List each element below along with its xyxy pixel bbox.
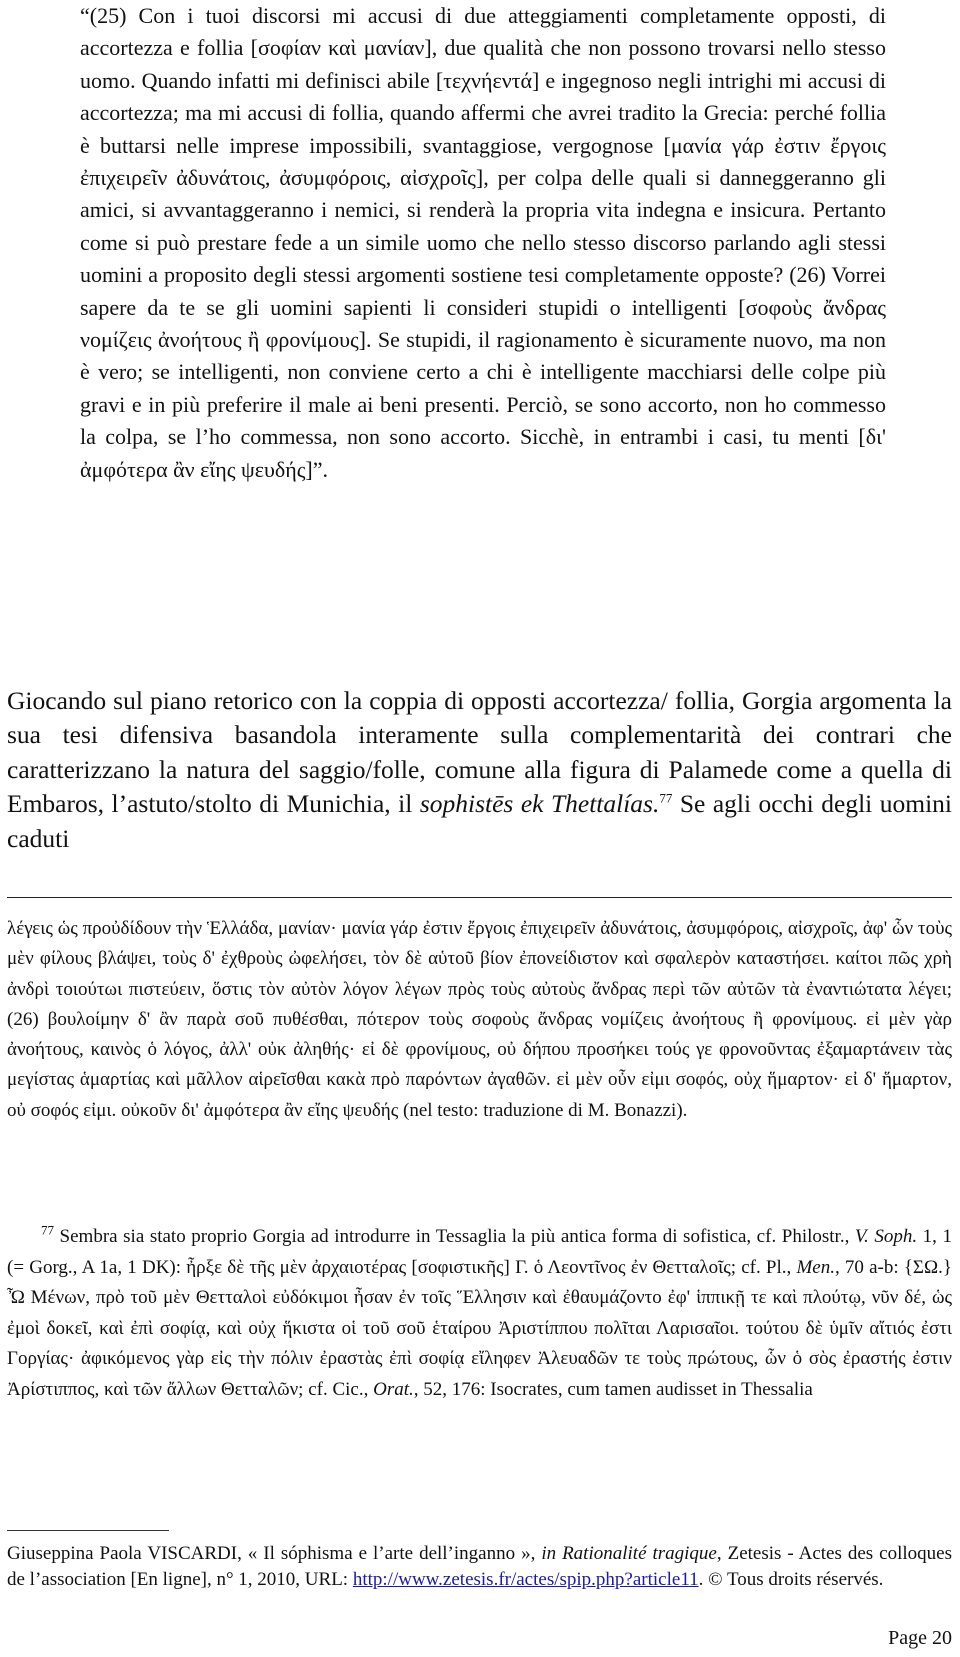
- body-text-a: Giocando sul piano retorico con la coppia di opposti accortezza/ follia, Gorgia argomenta la sua tesi difensiva basandola interamente sulla complementarità dei contrari che caratterizzano la natura del saggio/folle, comune alla figura di Palamede come a quella di Embaros, l’astuto/stolto di Munichia, il: [7, 686, 952, 819]
- footnote-77-italic-1: V. Soph.: [854, 1226, 918, 1247]
- footnote-77-text-1: Sembra sia stato proprio Gorgia ad introdurre in Tessaglia la più antica forma di sofistica, cf. Philostr.,: [54, 1226, 855, 1247]
- footer-text-1: Giuseppina Paola VISCARDI, « Il sóphisma e l’arte dell’inganno »,: [7, 1543, 542, 1564]
- footnote-77-text-3: , 70 a-b: {ΣΩ.} Ὦ Μένων, πρὸ τοῦ μὲν Θετταλοὶ εὐδόκιμοι ἦσαν ἐν τοῖς Ἕλλησιν καὶ ἐθαυμάζοντο ἐφ' ἱππικῇ τε καὶ πλούτῳ, νῦν δέ, ὡς ἐμοὶ δοκεῖ, καὶ ἐπὶ σοφίᾳ, καὶ οὐχ ἥκιστα οἱ τοῦ σοῦ ἑταίρου Ἀριστίππου πολῖται Λαρισαῖοι. τούτου δὲ ὑμῖν αἴτιός ἐστι Γοργίας· ἀφικόμενος γὰρ εἰς τὴν πόλιν ἐραστὰς ἐπὶ σοφίᾳ εἴληφεν Ἀλευαδῶν τε τοὺς πρώτους, ὧν ὁ σὸς ἐραστής ἐστιν Ἀρίστιππος, καὶ τῶν ἄλλων Θετταλῶν; cf. Cic.,: [7, 1256, 952, 1400]
- footer-url-link[interactable]: http://www.zetesis.fr/actes/spip.php?article11: [352, 1568, 699, 1590]
- block-quote: [80, 0, 886, 486]
- body-italic-term: sophistēs ek Thettalías.: [419, 789, 660, 819]
- body-paragraph: [7, 684, 952, 856]
- page-number: Page 20: [888, 1627, 952, 1649]
- footnote-77-italic-2: Men.: [796, 1256, 835, 1278]
- footer-separator-rule: [7, 1530, 169, 1531]
- quote-text: “(25) Con i tuoi discorsi mi accusi di due atteggiamenti completamente opposti, di accortezza e follia [σοφίαν καὶ μανίαν], due qualità che non possono trovarsi nello stesso uomo. Quando infatti mi definisci abile [τεχνήεντά] e ingegnoso negli intrighi mi accusi di accortezza; ma mi accusi di follia, quando affermi che avrei tradito la Grecia: perché follia è buttarsi nelle imprese impossibili, svantaggiose, vergognose [μανία γάρ ἐστιν ἔργοις ἐπιχειρεῖν ἀδυνάτοις, ἀσυμφόροις, αἰσχροῖς], per colpa delle quali si danneggeranno gli amici, si avvantaggeranno i nemici, si renderà la propria vita indegna e insicura. Pertanto come si può prestare fede a un simile uomo che nello stesso discorso parlando agli stessi uomini a proposito degli stessi argomenti sostiene tesi completamente opposte? (26) Vorrei sapere da te se gli uomini sapienti li consideri stupidi o intelligenti [σοφοὺς ἄνδρας νομίζεις ἀνοήτους ἢ φρονίμους]. Se stupidi, il ragionamento è sicuramente nuovo, ma non è vero; se intelligenti, non conviene certo a chi è intelligente macchiarsi delle colpe più gravi e in più preferire il male ai beni presenti. Perciò, se sono accorto, non ho commesso la colpa, se l’ho commessa, non sono accorto. Sicchè, in entrambi i casi, tu menti [δι' ἀμφότερα ἂν εἴης ψευδής]”.: [80, 3, 886, 482]
- footnote-77-text-4: , 52, 176: Isocrates, cum tamen audisset in Thessalia: [413, 1378, 813, 1400]
- footnote-continuation: [7, 914, 952, 1126]
- footnote-77-text-2: 1, 1 (= Gorg., A 1a, 1 DK): ἦρξε δὲ τῆς μὲν ἀρχαιοτέρας [σοφιστικῆς] Γ. ὁ Λεοντῖνος ἐν Θετταλοῖς; cf. Pl.,: [7, 1226, 952, 1278]
- footnote-continuation-text: λέγεις ὡς προὐδίδουν τὴν Ἑλλάδα, μανίαν· μανία γάρ ἐστιν ἔργοις ἐπιχειρεῖν ἀδυνάτοις, ἀσυμφόροις, αἰσχροῖς, ἀφ' ὧν τοὺς μὲν φίλους βλάψει, τοὺς δ' ἐχθροὺς ὠφελήσει, τὸν δὲ αὑτοῦ βίον ἐπονείδιστον καὶ σφαλερὸν καταστήσει. καίτοι πῶς χρὴ ἀνδρὶ τοιούτωι πιστεύειν, ὅστις τὸν αὐτὸν λόγον λέγων πρὸς τοὺς αὐτοὺς ἄνδρας περὶ τῶν αὐτῶν τὰ ἐναντιώτατα λέγει; (26) βουλοίμην δ' ἂν παρὰ σοῦ πυθέσθαι, πότερον τοὺς σοφοὺς ἄνδρας νομίζεις ἀνοήτους ἢ φρονίμους. εἰ μὲν γὰρ ἀνοήτους, καινὸς ὁ λόγος, ἀλλ' οὐκ ἀληθής· εἰ δὲ φρονίμους, οὐ δήπου προσήκει τούς γε φρονοῦντας ἐξαμαρτάνειν τὰς μεγίστας ἁμαρτίας καὶ μᾶλλον αἱρεῖσθαι κακὰ πρὸ παρόντων ἀγαθῶν. εἰ μὲν οὖν εἰμι σοφός, οὐχ ἥμαρτον· εἰ δ' ἥμαρτον, οὐ σοφός εἰμι. οὐκοῦν δι' ἀμφότερα ἂν εἴης ψευδής (nel testo: traduzione di M. Bonazzi).: [7, 918, 952, 1121]
- footnote-77: [7, 1222, 952, 1406]
- footer-text-2: , Zetesis - Actes des colloques de l’association [En ligne], n° 1, 2010, URL:: [7, 1543, 952, 1590]
- citation-footer: [7, 1541, 952, 1592]
- footnote-77-italic-3: Orat.: [373, 1378, 414, 1400]
- footer-italic: in Rationalité tragique: [541, 1543, 717, 1564]
- footer-text-3: . © Tous droits réservés.: [698, 1568, 884, 1590]
- footnote-number-77: 77: [41, 1222, 54, 1238]
- footnote-separator-rule: [7, 897, 952, 898]
- body-text-b: Se agli occhi degli uomini caduti: [7, 789, 952, 853]
- footnote-ref-77[interactable]: 77: [659, 790, 673, 806]
